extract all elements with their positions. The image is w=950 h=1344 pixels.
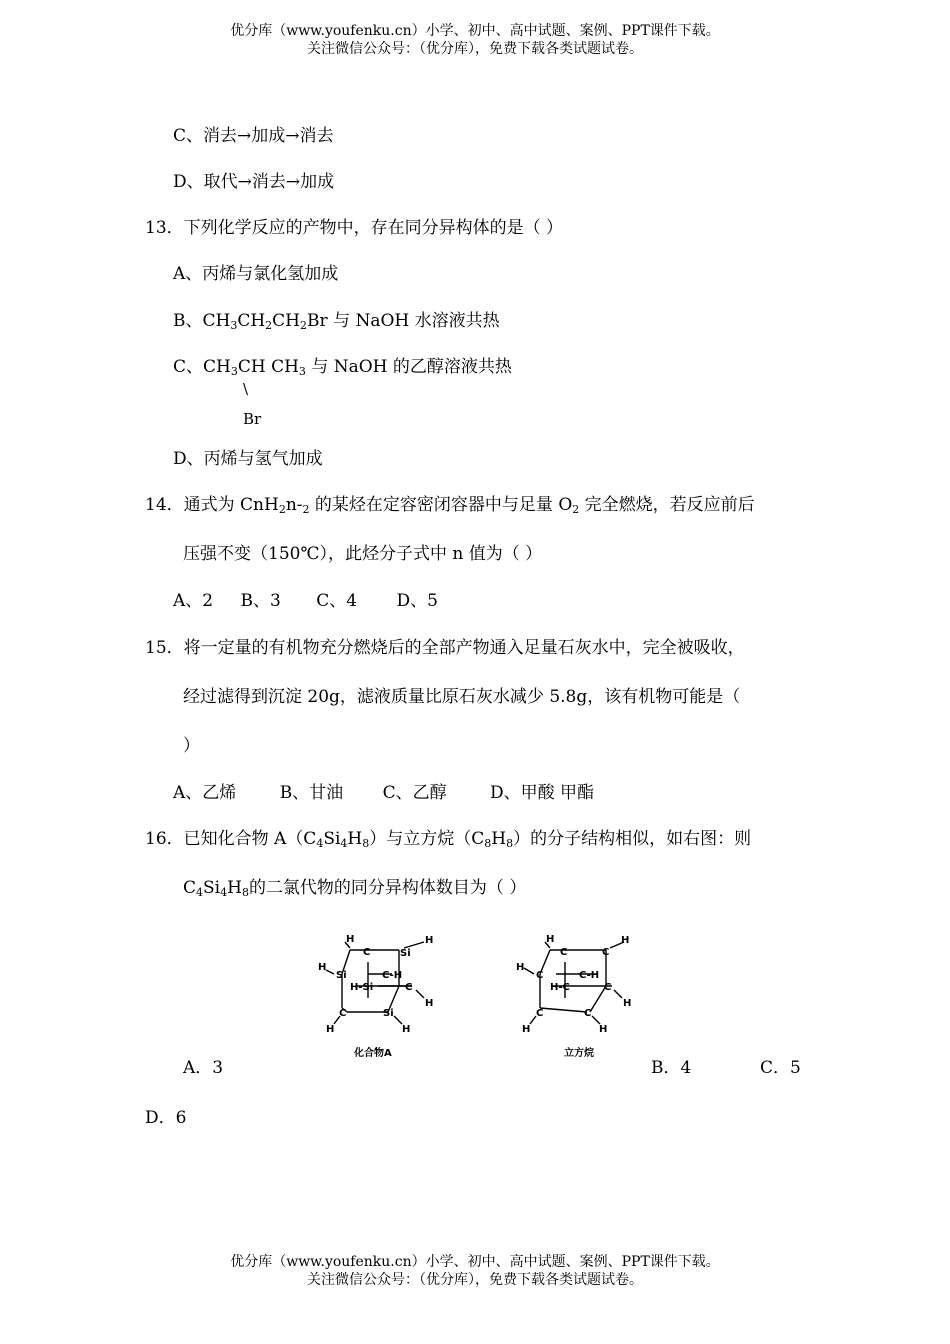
- svg-text:H: H: [623, 998, 632, 1009]
- svg-text:C: C: [602, 947, 610, 958]
- q15-option-b: B、甘油: [279, 783, 344, 803]
- svg-text:C: C: [584, 1008, 592, 1019]
- header-line-2: 关注微信公众号：（优分库），免费下载各类试题试卷。: [307, 41, 643, 57]
- svg-text:H: H: [425, 935, 434, 946]
- q16-option-b: B．4: [651, 1058, 692, 1078]
- q16-stem-line-2: $C_4Si_4H_8$的二氯代物的同分异构体数目为（ ）: [183, 878, 527, 899]
- q12-option-c: C、消去→加成→消去: [173, 126, 334, 146]
- svg-text:H: H: [402, 1024, 411, 1035]
- q13-stem: 13．下列化学反应的产物中，存在同分异构体的是（ ）: [145, 218, 564, 238]
- q15-option-c: C、乙醇: [382, 783, 447, 803]
- svg-text:H: H: [346, 934, 355, 945]
- svg-text:H-C: H-C: [550, 982, 570, 993]
- q15-option-d: D、甲酸 甲酯: [490, 783, 595, 803]
- svg-text:C-H: C-H: [382, 970, 403, 981]
- q16-option-d: D．6: [145, 1108, 187, 1128]
- q13-option-d: D、丙烯与氢气加成: [173, 449, 323, 469]
- q13-option-b: B、$CH_3CH_2CH_2Br$ 与 NaOH 水溶液共热: [173, 311, 500, 332]
- svg-text:Si: Si: [383, 1008, 394, 1019]
- q13-bromo-label: Br: [243, 410, 262, 428]
- compound-a-structure: [312, 928, 452, 1063]
- header-line-1: 优分库（www.youfenku.cn）小学、初中、高中试题、案例、PPT课件下载。: [230, 23, 720, 39]
- q15-option-a: A、乙烯: [173, 783, 237, 803]
- svg-text:C: C: [536, 970, 544, 981]
- cubane-caption: 立方烷: [564, 1048, 594, 1059]
- svg-text:C: C: [405, 982, 413, 993]
- q14-options: [173, 590, 438, 612]
- q14-stem-line-2: 压强不变（150℃），此烃分子式中 n 值为（ ）: [183, 544, 543, 564]
- svg-text:H: H: [425, 998, 434, 1009]
- svg-text:C: C: [604, 982, 612, 993]
- q12-option-d: D、取代→消去→加成: [173, 172, 335, 192]
- q15-stem-line-2: 经过滤得到沉淀 20g，滤液质量比原石灰水减少 5.8g，该有机物可能是（: [183, 687, 741, 707]
- svg-text:C: C: [536, 1008, 544, 1019]
- q16-option-c: C．5: [760, 1058, 801, 1078]
- q15-stem: 15．将一定量的有机物充分燃烧后的全部产物通入足量石灰水中，完全被吸收，: [145, 638, 745, 658]
- svg-text:Si: Si: [400, 948, 411, 959]
- q15-options: [173, 782, 594, 804]
- q13-bromo-bond: \: [243, 380, 249, 398]
- q13-option-a: A、丙烯与氯化氢加成: [173, 264, 339, 284]
- svg-text:H: H: [522, 1024, 531, 1035]
- q14-option-d: D、5: [396, 591, 438, 611]
- q14-option-b: B、3: [240, 591, 281, 611]
- svg-text:C-H: C-H: [579, 970, 600, 981]
- svg-text:C: C: [339, 1008, 347, 1019]
- svg-text:H: H: [318, 962, 327, 973]
- q14-option-c: C、4: [316, 591, 358, 611]
- svg-text:H: H: [621, 935, 630, 946]
- svg-text:H: H: [516, 962, 525, 973]
- svg-text:H-Si: H-Si: [350, 982, 374, 993]
- compound-a-caption: 化合物A: [354, 1048, 392, 1059]
- q13-option-c: C、$CH_3CH$ $CH_3$ 与 NaOH 的乙醇溶液共热: [173, 357, 512, 378]
- footer-line-1: 优分库（www.youfenku.cn）小学、初中、高中试题、案例、PPT课件下载。: [230, 1254, 720, 1270]
- q16-stem: 16．已知化合物 $A(C_4Si_4H_8)$与立方烷$(C_8H_8)$的分子结构相似，如右图：则: [145, 829, 752, 850]
- svg-text:H: H: [546, 934, 555, 945]
- q14-option-a: A、2: [173, 591, 214, 611]
- svg-text:H: H: [599, 1024, 608, 1035]
- cubane-structure: [512, 928, 652, 1063]
- footer-line-2: 关注微信公众号：（优分库），免费下载各类试题试卷。: [307, 1272, 643, 1288]
- svg-text:Si: Si: [336, 970, 347, 981]
- q15-stem-line-3: ）: [183, 736, 200, 756]
- svg-text:C: C: [363, 947, 371, 958]
- svg-text:H: H: [326, 1024, 335, 1035]
- q14-stem: 14．通式为 $CnH_2n-_2$ 的某烃在定容密闭容器中与足量 $O_2$ 完全燃烧，若反应前后: [145, 495, 755, 516]
- q16-option-a: A．3: [183, 1058, 224, 1078]
- svg-text:C: C: [560, 947, 568, 958]
